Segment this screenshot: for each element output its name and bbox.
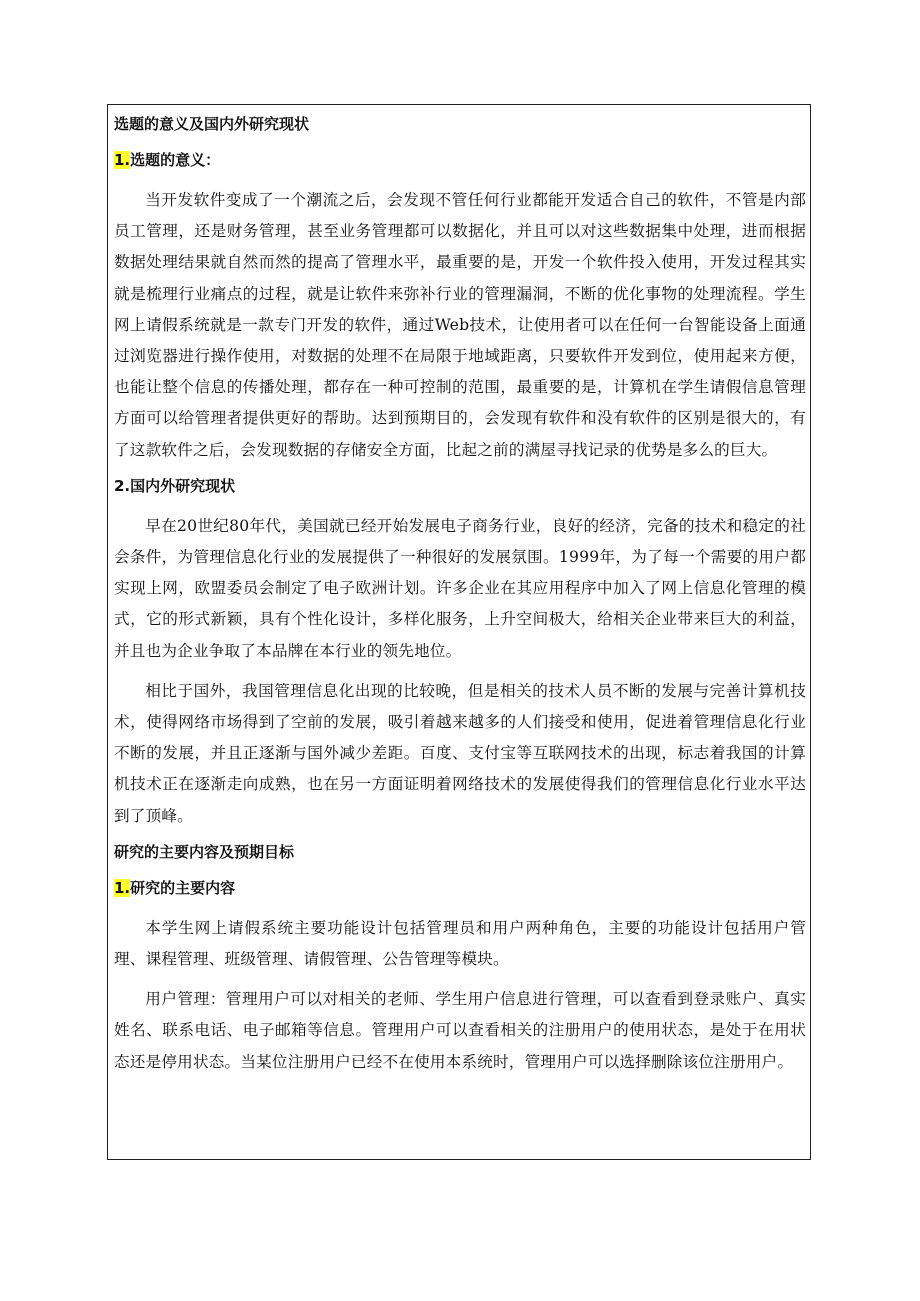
- subheading-research-status: [114, 475, 806, 497]
- highlighted-number: 1.: [114, 878, 131, 897]
- paragraph-domestic-status: 相比于国外，我国管理信息化出现的比较晚，但是相关的技术人员不断的发展与完善计算机技术，使得网络市场得到了空前的发展，吸引着越来越多的人们接受和使用，促进着管理信息化行业不断的发展，并且正逐渐与国外减少差距。百度、支付宝等互联网技术的出现，标志着我国的计算机技术正在逐渐走向成熟，也在另一方面证明着网络技术的发展使得我们的管理信息化行业水平达到了顶峰。: [114, 681, 806, 825]
- subheading-label: 国内外研究现状: [130, 476, 236, 495]
- subheading-label: 研究的主要内容: [130, 878, 236, 897]
- paragraph-foreign-status: 早在20世纪80年代，美国就已经开始发展电子商务行业，良好的经济，完备的技术和稳定的社会条件，为管理信息化行业的发展提供了一种很好的发展氛围。1999年，为了每一个需要的用户都实现上网，欧盟委员会制定了电子欧洲计划。许多企业在其应用程序中加入了网上信息化管理的模式，它的形式新颖，具有个性化设计，多样化服务，上升空间极大，给相关企业带来巨大的利益，并且也为企业争取了本品牌在本行业的领先地位。: [114, 516, 806, 660]
- subheading-main-content: [114, 877, 806, 899]
- subheading-label: 选题的意义：: [130, 151, 221, 169]
- document-table-cell: [107, 104, 811, 1160]
- subheading-significance: [114, 149, 806, 171]
- highlighted-number: 1.: [114, 151, 131, 169]
- section-heading-content-and-goals: 研究的主要内容及预期目标: [114, 842, 295, 861]
- paragraph-function-overview: 本学生网上请假系统主要功能设计包括管理员和用户两种角色，主要的功能设计包括用户管理、课程管理、班级管理、请假管理、公告管理等模块。: [114, 918, 806, 969]
- subheading-number: 2.: [114, 476, 131, 495]
- paragraph-significance: 当开发软件变成了一个潮流之后，会发现不管任何行业都能开发适合自己的软件，不管是内部员工管理，还是财务管理，甚至业务管理都可以数据化，并且可以对这些数据集中处理，进而根据数据处理结果就自然而然的提高了管理水平，最重要的是，开发一个软件投入使用，开发过程其实就是梳理行业痛点的过程，就是让软件来弥补行业的管理漏洞，不断的优化事物的处理流程。学生网上请假系统就是一款专门开发的软件，通过Web技术，让使用者可以在任何一台智能设备上面通过浏览器进行操作使用，对数据的处理不在局限于地域距离，只要软件开发到位，使用起来方便，也能让整个信息的传播处理，都存在一种可控制的范围，最重要的是，计算机在学生请假信息管理方面可以给管理者提供更好的帮助。达到预期目的，会发现有软件和没有软件的区别是很大的，有了这款软件之后，会发现数据的存储安全方面，比起之前的满屋寻找记录的优势是多么的巨大。: [114, 191, 806, 459]
- paragraph-user-management: 用户管理：管理用户可以对相关的老师、学生用户信息进行管理，可以查看到登录账户、真实姓名、联系电话、电子邮箱等信息。管理用户可以查看相关的注册用户的使用状态，是处于在用状态还是停用状态。当某位注册用户已经不在使用本系统时，管理用户可以选择删除该位注册用户。: [114, 990, 806, 1071]
- section-heading-significance-and-status: 选题的意义及国内外研究现状: [114, 115, 310, 133]
